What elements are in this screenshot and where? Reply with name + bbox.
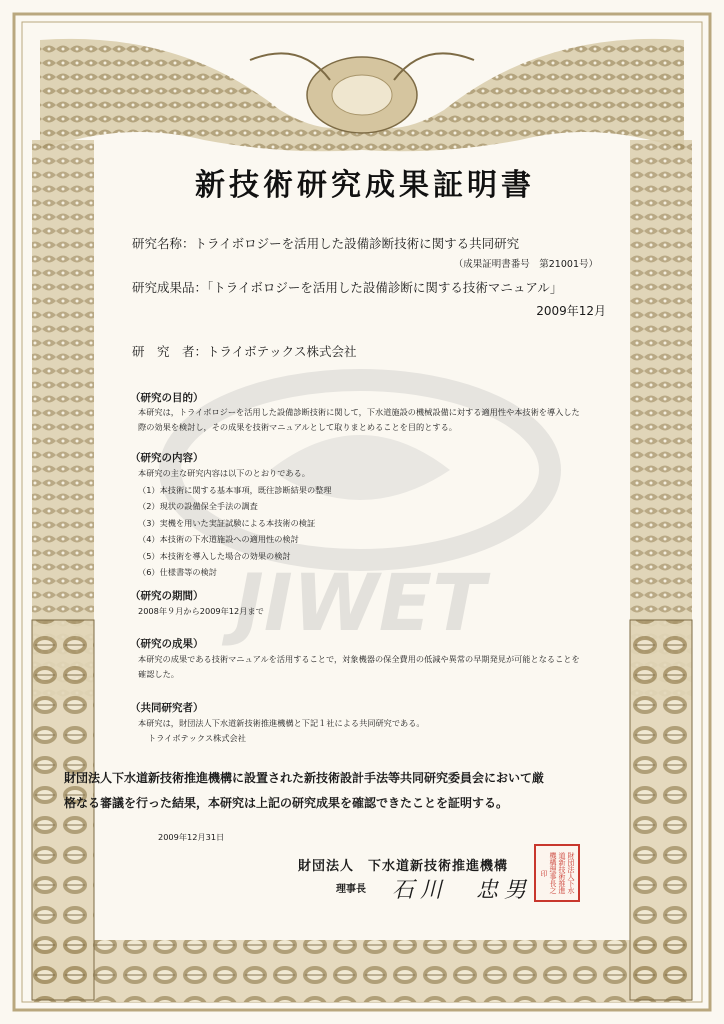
researcher: トライボテックス株式会社 xyxy=(207,344,357,359)
researcher-label: 研 究 者： xyxy=(132,344,208,359)
collaborators-line: 本研究は，財団法人下水道新技術推進機構と下記１社による共同研究である。 xyxy=(138,718,425,728)
certificate-title: 新技術研究成果証明書 xyxy=(195,168,535,203)
research-name: トライボロジーを活用した設備診断技術に関する共同研究 xyxy=(194,236,520,251)
purpose-line: 際の効果を検討し，その成果を技術マニュアルとして取りまとめることを目的とする。 xyxy=(138,422,457,432)
purpose-line: 本研究は，トライボロジーを活用した設備診断技術に関して，下水道施設の機械設備に対する適用性や本技術を導入した xyxy=(138,407,580,417)
collaborators-body xyxy=(138,716,608,746)
declaration xyxy=(64,766,624,816)
declaration-line: 財団法人下水道新技術推進機構に設置された新技術設計手法等共同研究委員会において厳 xyxy=(64,771,545,785)
content-item: （3）実機を用いた実証試験による本技術の検証 xyxy=(138,517,316,528)
content-item: （5）本技術を導入した場合の効果の検討 xyxy=(138,550,291,561)
collaborators-heading: （共同研究者） xyxy=(130,702,204,714)
content-item: （1）本技術に関する基本事項，既往診断結果の整理 xyxy=(138,484,332,495)
content-item: （4）本技術の下水道施設への適用性の検討 xyxy=(138,534,299,544)
watermark-text: JIWET xyxy=(234,559,486,649)
content-heading: （研究の内容） xyxy=(130,452,204,464)
org-name: 財団法人 下水道新技術推進機構 xyxy=(298,859,509,874)
researcher-row xyxy=(132,342,357,360)
content-intro: 本研究の主な研究内容は以下のとおりである。 xyxy=(138,468,310,478)
research-name-label: 研究名称： xyxy=(132,236,195,251)
declaration-line: 格なる審議を行った結果，本研究は上記の研究成果を確認できたことを証明する。 xyxy=(64,796,509,810)
collaborators-line: トライボテックス株式会社 xyxy=(148,733,246,743)
official-seal: 財団法人下水道新技術推進機構理事長之印 xyxy=(534,844,580,902)
signer-title: 理事長 xyxy=(336,884,366,895)
content-item: （2）現状の設備保全手法の調査 xyxy=(138,501,258,511)
deliverable-label: 研究成果品： xyxy=(132,280,208,295)
purpose-body xyxy=(138,405,608,435)
purpose-heading: （研究の目的） xyxy=(130,392,204,404)
results-line: 本研究の成果である技術マニュアルを活用することで，対象機器の保全費用の低減や異常の早期発見が可能となることを xyxy=(138,654,580,664)
certificate-body xyxy=(64,150,638,940)
period-text: 2008年９月から2009年12月まで xyxy=(138,606,264,616)
period-heading: （研究の期間） xyxy=(130,590,204,602)
results-line: 確認した。 xyxy=(138,669,179,679)
cert-number: （成果証明書番号 第21001号） xyxy=(453,259,598,270)
content-body xyxy=(138,465,608,581)
content-item: （6）仕様書等の検討 xyxy=(138,567,217,577)
deliverable-row xyxy=(132,278,562,296)
issue-date: 2009年12月31日 xyxy=(158,832,225,842)
research-name-row xyxy=(132,234,519,252)
results-heading: （研究の成果） xyxy=(130,638,204,650)
results-body xyxy=(138,652,608,682)
deliverable: 「トライボロジーを活用した設備診断に関する技術マニュアル」 xyxy=(207,280,563,295)
deliverable-date: 2009年12月 xyxy=(536,304,606,318)
signer-name: 石川 忠男 xyxy=(392,878,533,903)
